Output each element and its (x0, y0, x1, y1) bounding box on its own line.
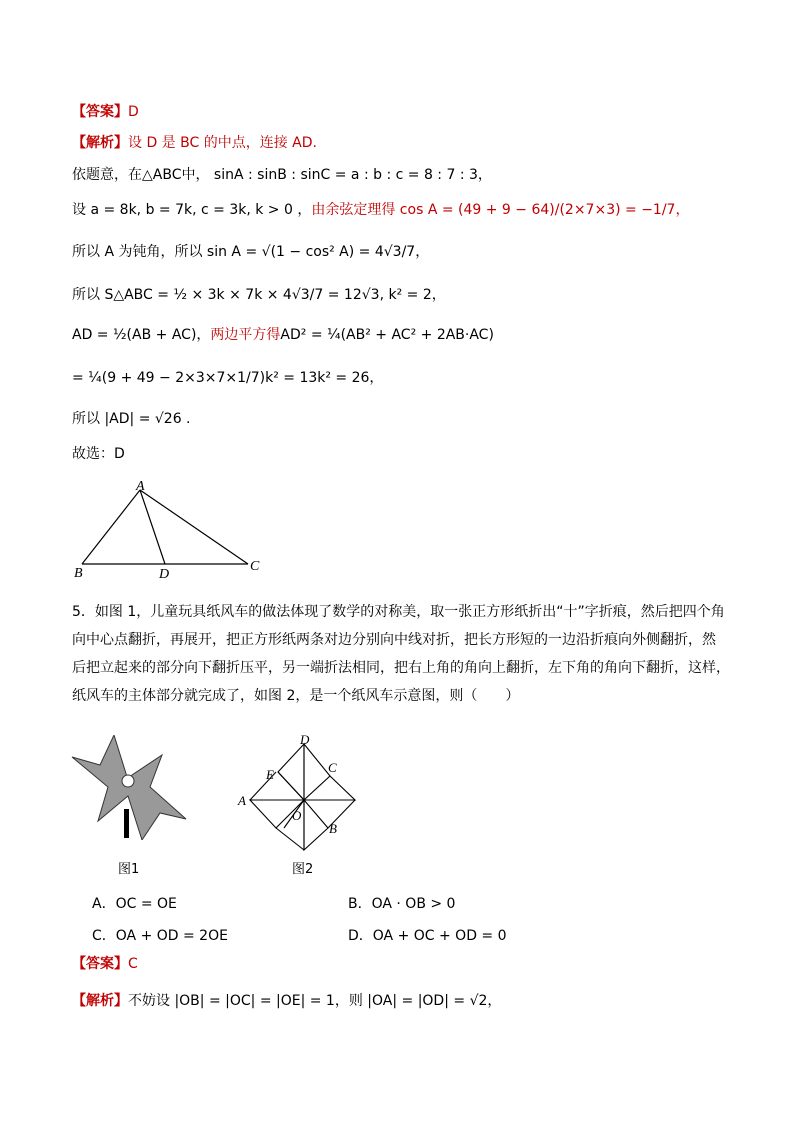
analysis-line-9 (72, 445, 125, 463)
analysis-line-3 (72, 201, 689, 219)
analysis-text-5: 所以 S△ABC = ½ × 3k × 7k × 4√3/7 = 12√3, k² = 2， (72, 287, 446, 303)
figure-1-caption: 图1 (118, 862, 140, 877)
analysis-text-8: 所以 |AD| = √26 . (72, 411, 191, 427)
pinwheel-figure-2 (230, 732, 365, 857)
answer-line-1 (72, 103, 139, 121)
analysis-line-2 (72, 166, 492, 184)
question-5-line-2: 向中心点翻折，再展开，把正方形纸两条对边分别向中线对折，把长方形短的一边沿折痕向外侧翻折，然 (72, 632, 716, 648)
pinwheel-pin-icon (122, 775, 134, 787)
question-5 (72, 598, 730, 710)
analysis-text-9: 故选：D (72, 446, 125, 462)
fig2-label-b: B (329, 821, 337, 836)
analysis-text-4: 所以 A 为钝角，所以 sin A = √(1 − cos² A) = 4√3/7， (72, 244, 430, 260)
fig2-label-a: A (238, 793, 246, 808)
side-ac (140, 490, 248, 564)
answer-value: D (128, 104, 139, 120)
option-d[interactable]: D．OA + OC + OD = 0 (348, 928, 507, 944)
answer-tag: 【答案】 (72, 104, 128, 120)
analysis-2-line (72, 992, 501, 1010)
median-ad (140, 490, 165, 564)
pinwheel-stick (124, 809, 129, 838)
analysis-text-3b: 由余弦定理得 cos A = (49 + 9 − 64)/(2×7×3) = −1/7， (311, 202, 690, 218)
fig2-label-d: D (300, 732, 310, 747)
answer-2-tag: 【答案】 (72, 956, 128, 972)
analysis-line-8 (72, 410, 191, 428)
label-c: C (250, 559, 260, 574)
label-d: D (159, 567, 170, 582)
answer-line-2 (72, 955, 138, 973)
figure-2-caption: 图2 (292, 862, 314, 877)
analysis-tag: 【解析】 (72, 135, 128, 151)
option-b[interactable]: B．OA · OB > 0 (348, 896, 456, 912)
analysis-line-7 (72, 369, 383, 387)
side-ab (82, 490, 140, 564)
analysis-text-6b: 两边平方得 (210, 327, 281, 343)
question-5-line-3: 后把立起来的部分向下翻折压平，另一端折法相同，把右上角的角向上翻折，左下角的角向下翻折，这样， (72, 660, 730, 676)
option-a[interactable]: A．OC = OE (92, 896, 177, 912)
analysis-line-4 (72, 243, 429, 261)
label-b: B (74, 566, 83, 581)
answer-2-value: C (128, 956, 138, 972)
fig2-label-c: C (328, 760, 337, 775)
analysis-text-6c: AD² = ¼(AB² + AC² + 2AB·AC) (280, 327, 494, 343)
analysis-line-1 (72, 134, 317, 152)
question-5-line-1: 5．如图 1，儿童玩具纸风车的做法体现了数学的对称美，取一张正方形纸折出“十”字折痕，然后把四个角 (72, 604, 725, 620)
fig2-label-o: O (292, 808, 302, 823)
analysis-2-tag: 【解析】 (72, 993, 128, 1009)
fig2-label-e: E (266, 767, 274, 782)
analysis-text-6a: AD = ½(AB + AC)， (72, 327, 211, 343)
option-c[interactable]: C．OA + OD = 2OE (92, 928, 228, 944)
triangle-figure (60, 478, 280, 583)
analysis-line-5 (72, 286, 446, 304)
analysis-text-2: 依题意，在△ABC中， sinA : sinB : sinC = a : b : c = 8 : 7 : 3， (72, 167, 492, 183)
analysis-2-text: 不妨设 |OB| = |OC| = |OE| = 1，则 |OA| = |OD| = √2， (128, 993, 502, 1009)
analysis-text-7: = ¼(9 + 49 − 2×3×7×1/7)k² = 13k² = 26， (72, 370, 384, 386)
question-5-line-4: 纸风车的主体部分就完成了，如图 2，是一个纸风车示意图，则（ ） (72, 688, 520, 704)
analysis-line-6 (72, 326, 494, 344)
analysis-text-3a: 设 a = 8k, b = 7k, c = 3k, k > 0 ， (72, 202, 312, 218)
pinwheel-figure-1 (70, 735, 188, 840)
analysis-text-1: 设 D 是 BC 的中点，连接 AD. (128, 135, 317, 151)
label-a: A (136, 479, 145, 494)
